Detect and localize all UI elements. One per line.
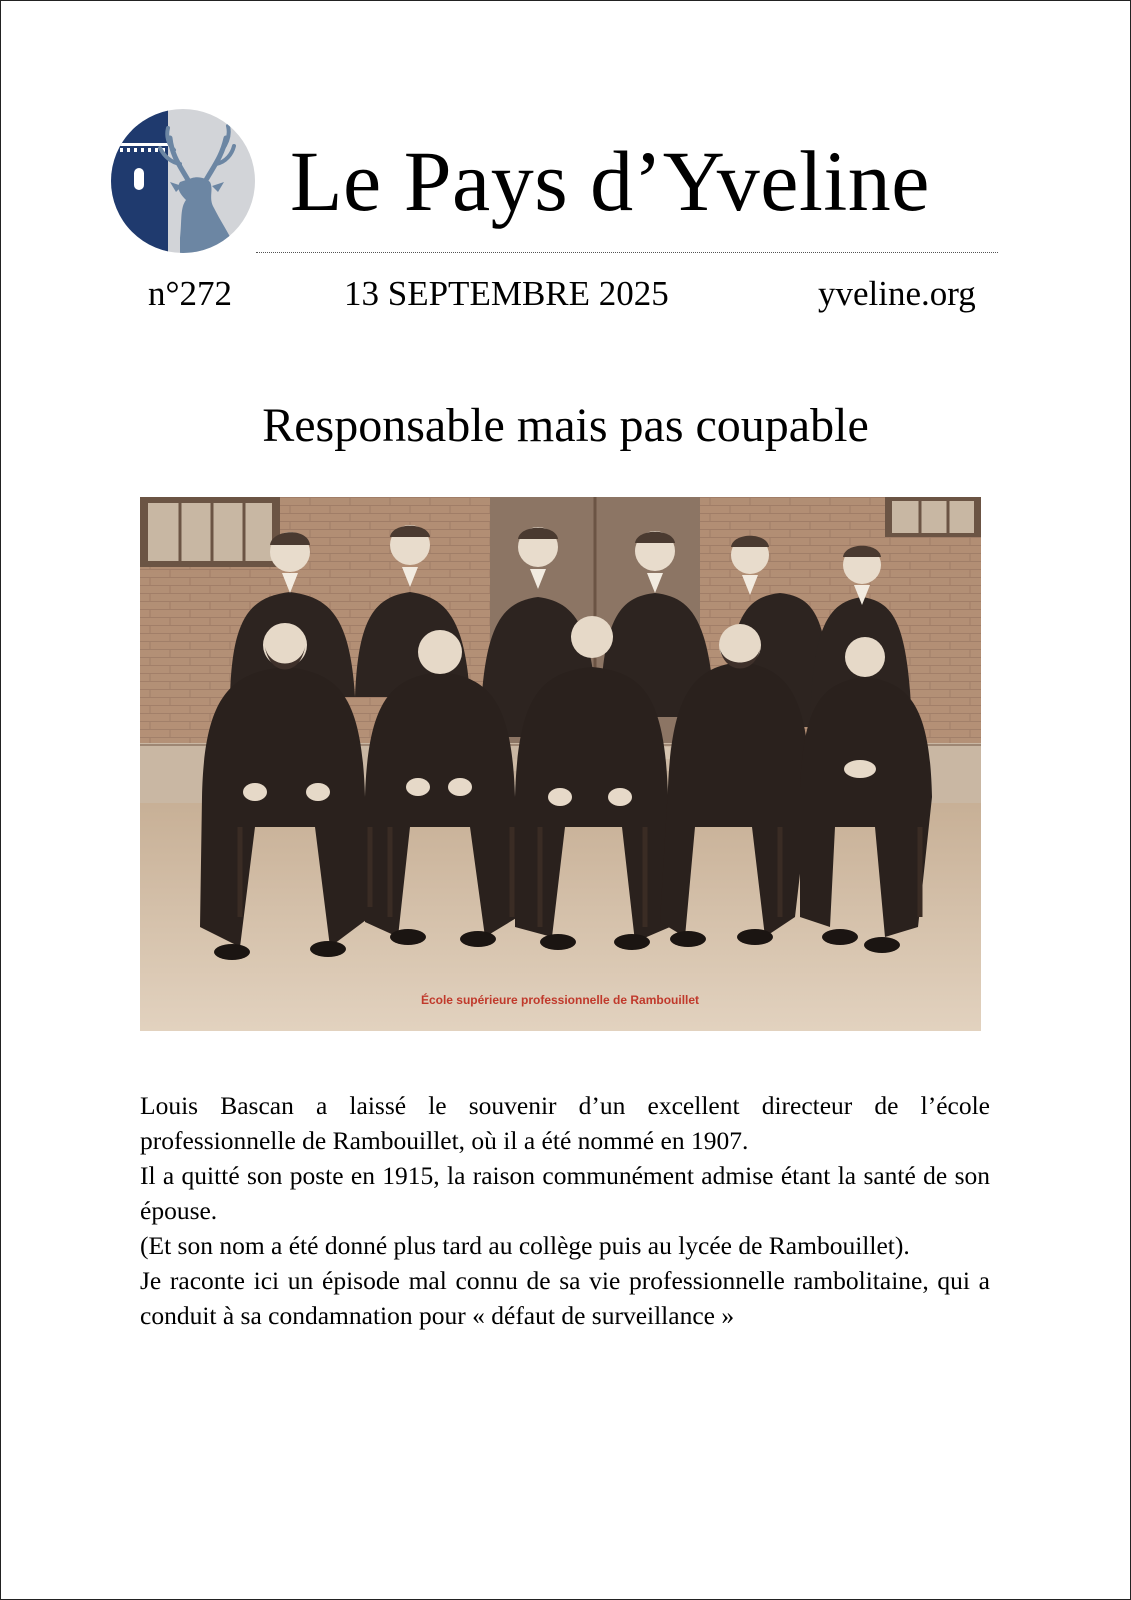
paragraph: Je raconte ici un épisode mal connu de sa vie professionnelle rambolitaine, qui a conduit à sa condamnation pour « défaut de surveillance » (140, 1266, 990, 1330)
website-link[interactable]: yveline.org (818, 274, 976, 313)
tower-and-stag-icon (110, 108, 256, 254)
newsletter-title: Le Pays d’Yveline (290, 133, 930, 229)
article-title: Responsable mais pas coupable (262, 399, 869, 452)
article-body (140, 1088, 990, 1333)
paragraph: Il a quitté son poste en 1915, la raison communément admise étant la santé de son épouse. (140, 1161, 990, 1225)
issue-date: 13 SEPTEMBRE 2025 (344, 274, 669, 313)
photo-caption: École supérieure professionnelle de Rambouillet (420, 993, 700, 1007)
paragraph: (Et son nom a été donné plus tard au collège puis au lycée de Rambouillet). (140, 1231, 910, 1260)
issue-number: n°272 (148, 274, 232, 313)
paragraph: Louis Bascan a laissé le souvenir d’un excellent directeur de l’école professionnelle de Rambouillet, où il a été nommé en 1907. (140, 1091, 990, 1155)
masthead-divider (256, 252, 998, 253)
group-photo (140, 497, 981, 1031)
